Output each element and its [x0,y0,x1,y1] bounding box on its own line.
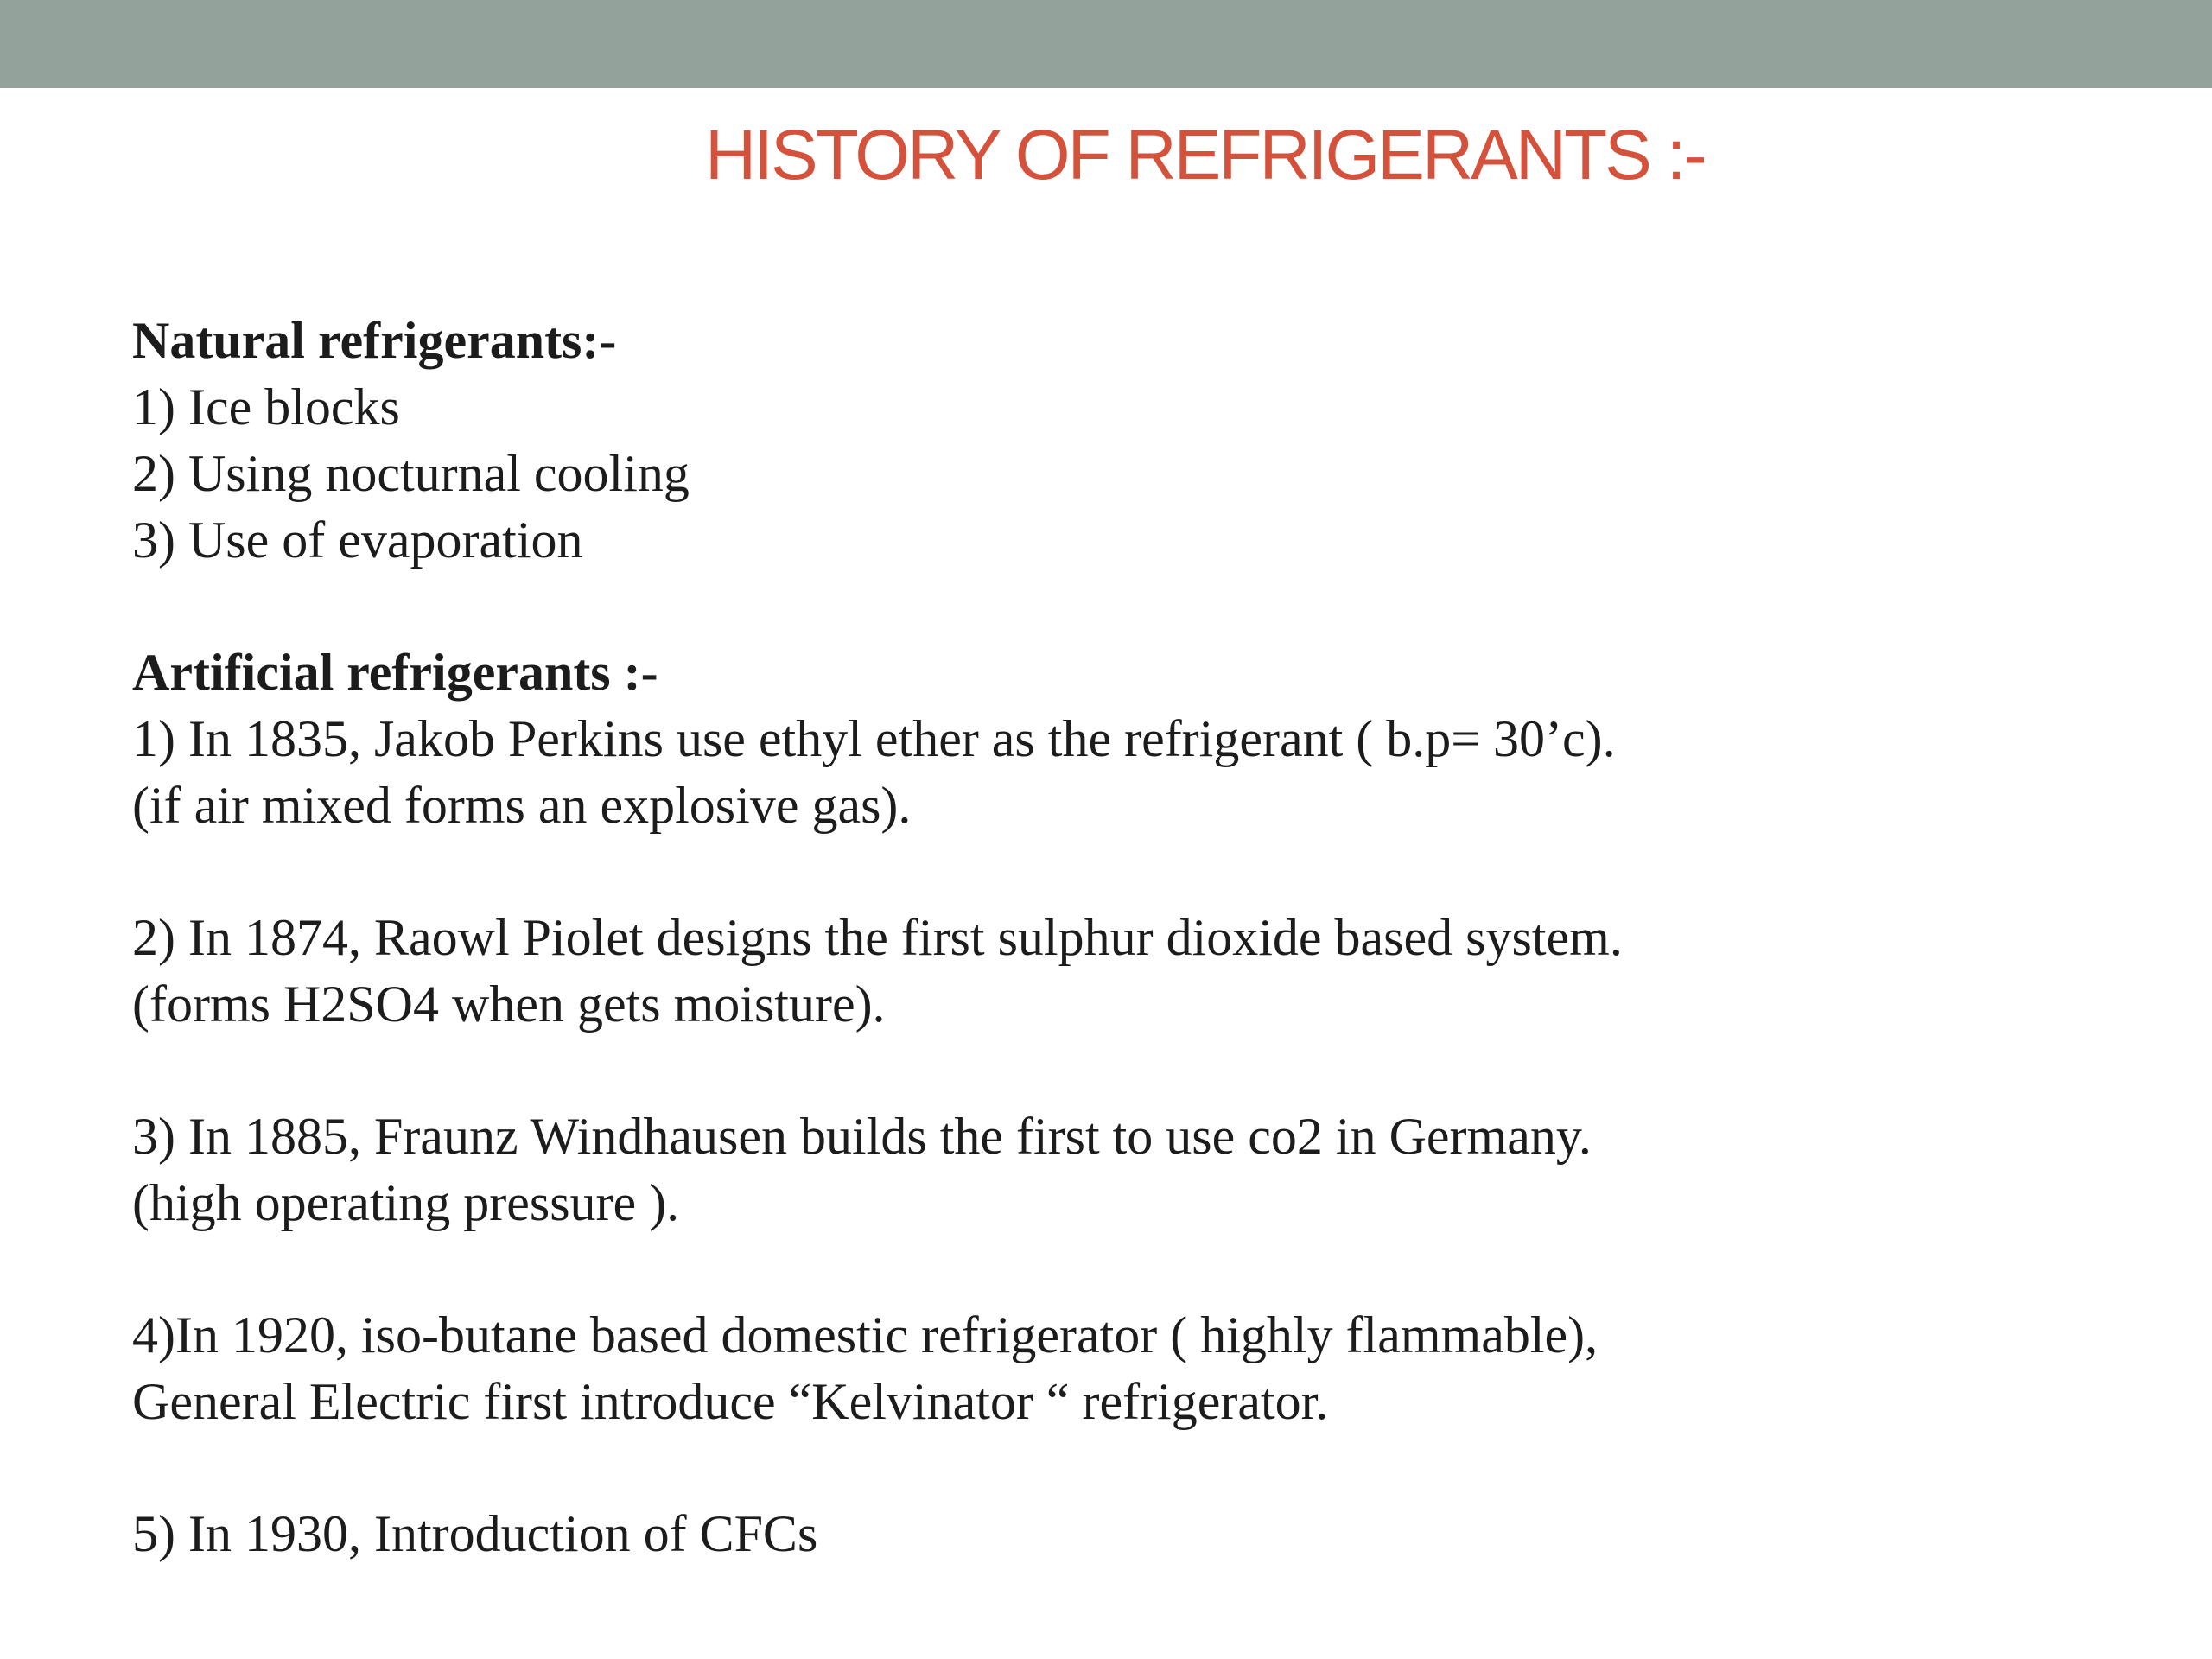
natural-item-2: 2) Using nocturnal cooling [132,445,690,502]
artificial-refrigerants-heading: Artificial refrigerants :- [132,644,658,701]
artificial-item-3-line-1: 3) In 1885, Fraunz Windhausen builds the first to use co2 in Germany. [132,1108,1592,1165]
artificial-item-2-line-1: 2) In 1874, Raowl Piolet designs the first sulphur dioxide based system. [132,909,1623,966]
artificial-item-1-line-1: 1) In 1835, Jakob Perkins use ethyl ether as the refrigerant ( b.p= 30’c). [132,710,1616,767]
slide-body [132,308,2120,1567]
artificial-item-1-line-2: (if air mixed forms an explosive gas). [132,777,912,834]
slide-header-bar [0,0,2212,88]
artificial-item-2-line-2: (forms H2SO4 when gets moisture). [132,976,886,1033]
item-spacer [132,839,2120,905]
natural-refrigerants-heading: Natural refrigerants:- [132,312,617,369]
item-spacer [132,1236,2120,1302]
item-spacer [132,1435,2120,1501]
item-spacer [132,1038,2120,1103]
artificial-item-4-line-1: 4)In 1920, iso-butane based domestic refrigerator ( highly flammable), [132,1306,1599,1363]
artificial-item-5-line-1: 5) In 1930, Introduction of CFCs [132,1505,818,1562]
section-spacer [132,574,2120,639]
artificial-item-3-line-2: (high operating pressure ). [132,1174,680,1231]
artificial-item-4-line-2: General Electric first introduce “Kelvinator “ refrigerator. [132,1373,1329,1430]
slide-title: HISTORY OF REFRIGERANTS :- [705,116,1705,194]
natural-item-1: 1) Ice blocks [132,378,400,435]
natural-item-3: 3) Use of evaporation [132,512,583,569]
